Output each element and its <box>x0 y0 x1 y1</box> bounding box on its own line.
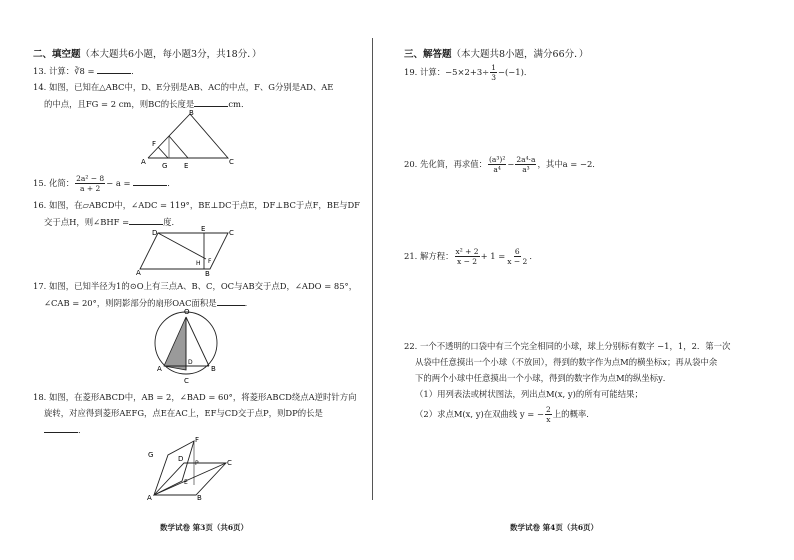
fill-in-section-title: 二、填空题（本大题共6小题，每小题3分，共18分．） <box>33 49 262 60</box>
label-b: B <box>211 365 216 373</box>
figure-rhombus-abcd <box>146 435 236 501</box>
label-b: B <box>189 109 194 117</box>
question-22-part2: （2）求点M(x, y)在双曲线 y = − $\frac{2}{x}$ 上的概率． <box>415 405 595 424</box>
label-a: A <box>136 269 141 277</box>
question-18: 18. 如图，在菱形ABCD中，AB = 2，∠BAD = 60°，将菱形ABCD绕点A逆时针方向 <box>33 392 357 402</box>
label-e: E <box>184 479 188 486</box>
question-17: 17. 如图，已知半径为1的⊙O上有三点A、B、C，OC与AB交于点D，∠ADO = 85°， <box>33 281 358 291</box>
answer-blank-18[interactable] <box>44 422 78 433</box>
solution-section-title: 三、解答题（本大题共8小题，满分66分．） <box>404 49 589 60</box>
question-16: 16. 如图，在▱ABCD中，∠ADC = 119°，BE⊥DC于点E，DF⊥BC于点F，BE与DF <box>33 200 360 210</box>
question-22-part1: （1）用列表法或树状图法，列出点M(x, y)的所有可能结果； <box>415 389 643 399</box>
question-17-line2: ∠CAB = 20°，则阴影部分的扇形OAC面积是 ． <box>44 295 253 311</box>
label-a: A <box>141 158 146 166</box>
shaded-sector <box>164 317 186 370</box>
label-d: D <box>152 229 158 237</box>
figure-triangle-abc <box>140 108 240 172</box>
diagonal-ac <box>154 463 226 495</box>
label-o: O <box>184 308 190 316</box>
label-e: E <box>201 225 206 233</box>
label-g: G <box>162 162 168 170</box>
question-14: 14. 如图，已知在△ABC中，D、E分别是AB、AC的中点，F、G分别是AD、AE <box>33 82 334 92</box>
label-c: C <box>184 377 189 385</box>
question-21: 21. 解方程： $\frac{\text{x² + 2}}{x - 2}$ + 1 = $\frac{6}{x - 2}$ ． <box>404 247 538 266</box>
segment-df <box>158 233 206 259</box>
label-c: C <box>229 229 234 237</box>
rhombus-aefg <box>154 441 194 495</box>
label-h: H <box>196 260 201 267</box>
right-page <box>376 0 794 560</box>
question-16-line2: 交于点H，则∠BHF = 度． <box>44 214 180 230</box>
label-d: D <box>178 455 184 463</box>
label-b: B <box>205 270 210 277</box>
left-page <box>0 0 372 560</box>
segment-fg <box>158 147 168 158</box>
figure-parallelogram-abcd <box>136 225 236 277</box>
question-18-line3: ． <box>44 422 86 438</box>
label-g: G <box>148 451 154 459</box>
page-footer-3: 数学试卷 第3页（共6页） <box>160 523 249 532</box>
label-d: D <box>188 359 193 366</box>
label-a: A <box>157 365 162 373</box>
figure-circle-o <box>148 303 228 387</box>
triangle-outline <box>148 114 228 158</box>
label-p: P <box>195 460 199 467</box>
question-22: 22. 一个不透明的口袋中有三个完全相同的小球，球上分别标有数字 −1，1，2．第一次 <box>404 341 731 351</box>
question-22-line2: 从袋中任意摸出一个小球（不放回），得到的数字作为点M的横坐标x；再从袋中余 <box>415 357 718 367</box>
answer-blank-14[interactable] <box>194 96 228 107</box>
label-e: E <box>184 162 189 170</box>
label-f: F <box>152 140 157 148</box>
question-18-line2: 旋转，对应得到菱形AEFG，点E在AC上，EF与CD交于点P，则DP的长是 <box>44 408 323 418</box>
page-divider <box>372 38 373 500</box>
label-f: F <box>195 436 200 444</box>
answer-blank-16[interactable] <box>129 214 163 225</box>
question-15: 15. 化简： $\frac{\text{2a² − 8}}{a + 2}$ − a = ． <box>33 174 176 193</box>
label-c: C <box>227 459 232 467</box>
page-footer-4: 数学试卷 第4页（共6页） <box>510 523 599 532</box>
label-c: C <box>229 158 234 166</box>
label-f: F <box>208 258 212 265</box>
segment-de <box>169 136 188 158</box>
question-22-line3: 下的两个小球中任意摸出一个小球，得到的数字作为点M的纵坐标y． <box>415 373 672 383</box>
answer-blank-13[interactable] <box>97 63 131 74</box>
parallelogram-outline <box>140 233 228 269</box>
question-13: 13. 计算：∛8 = ． <box>33 63 140 79</box>
question-20: 20. 先化简，再求值： $\frac{\text{(a³)²}}{\text{a⁴}}$ − $\frac{\text{2a⁴·a}}{\text{a³}}$ ，其中a = −2． <box>404 155 601 174</box>
label-b: B <box>197 494 202 501</box>
answer-blank-15[interactable] <box>133 175 167 186</box>
label-a: A <box>147 494 152 501</box>
question-19: 19. 计算：−5×2+3÷ $\frac{1}{3}$ −(−1)． <box>404 63 533 82</box>
question-14-line2: 的中点，且FG = 2 cm，则BC的长度是 cm． <box>44 96 249 112</box>
